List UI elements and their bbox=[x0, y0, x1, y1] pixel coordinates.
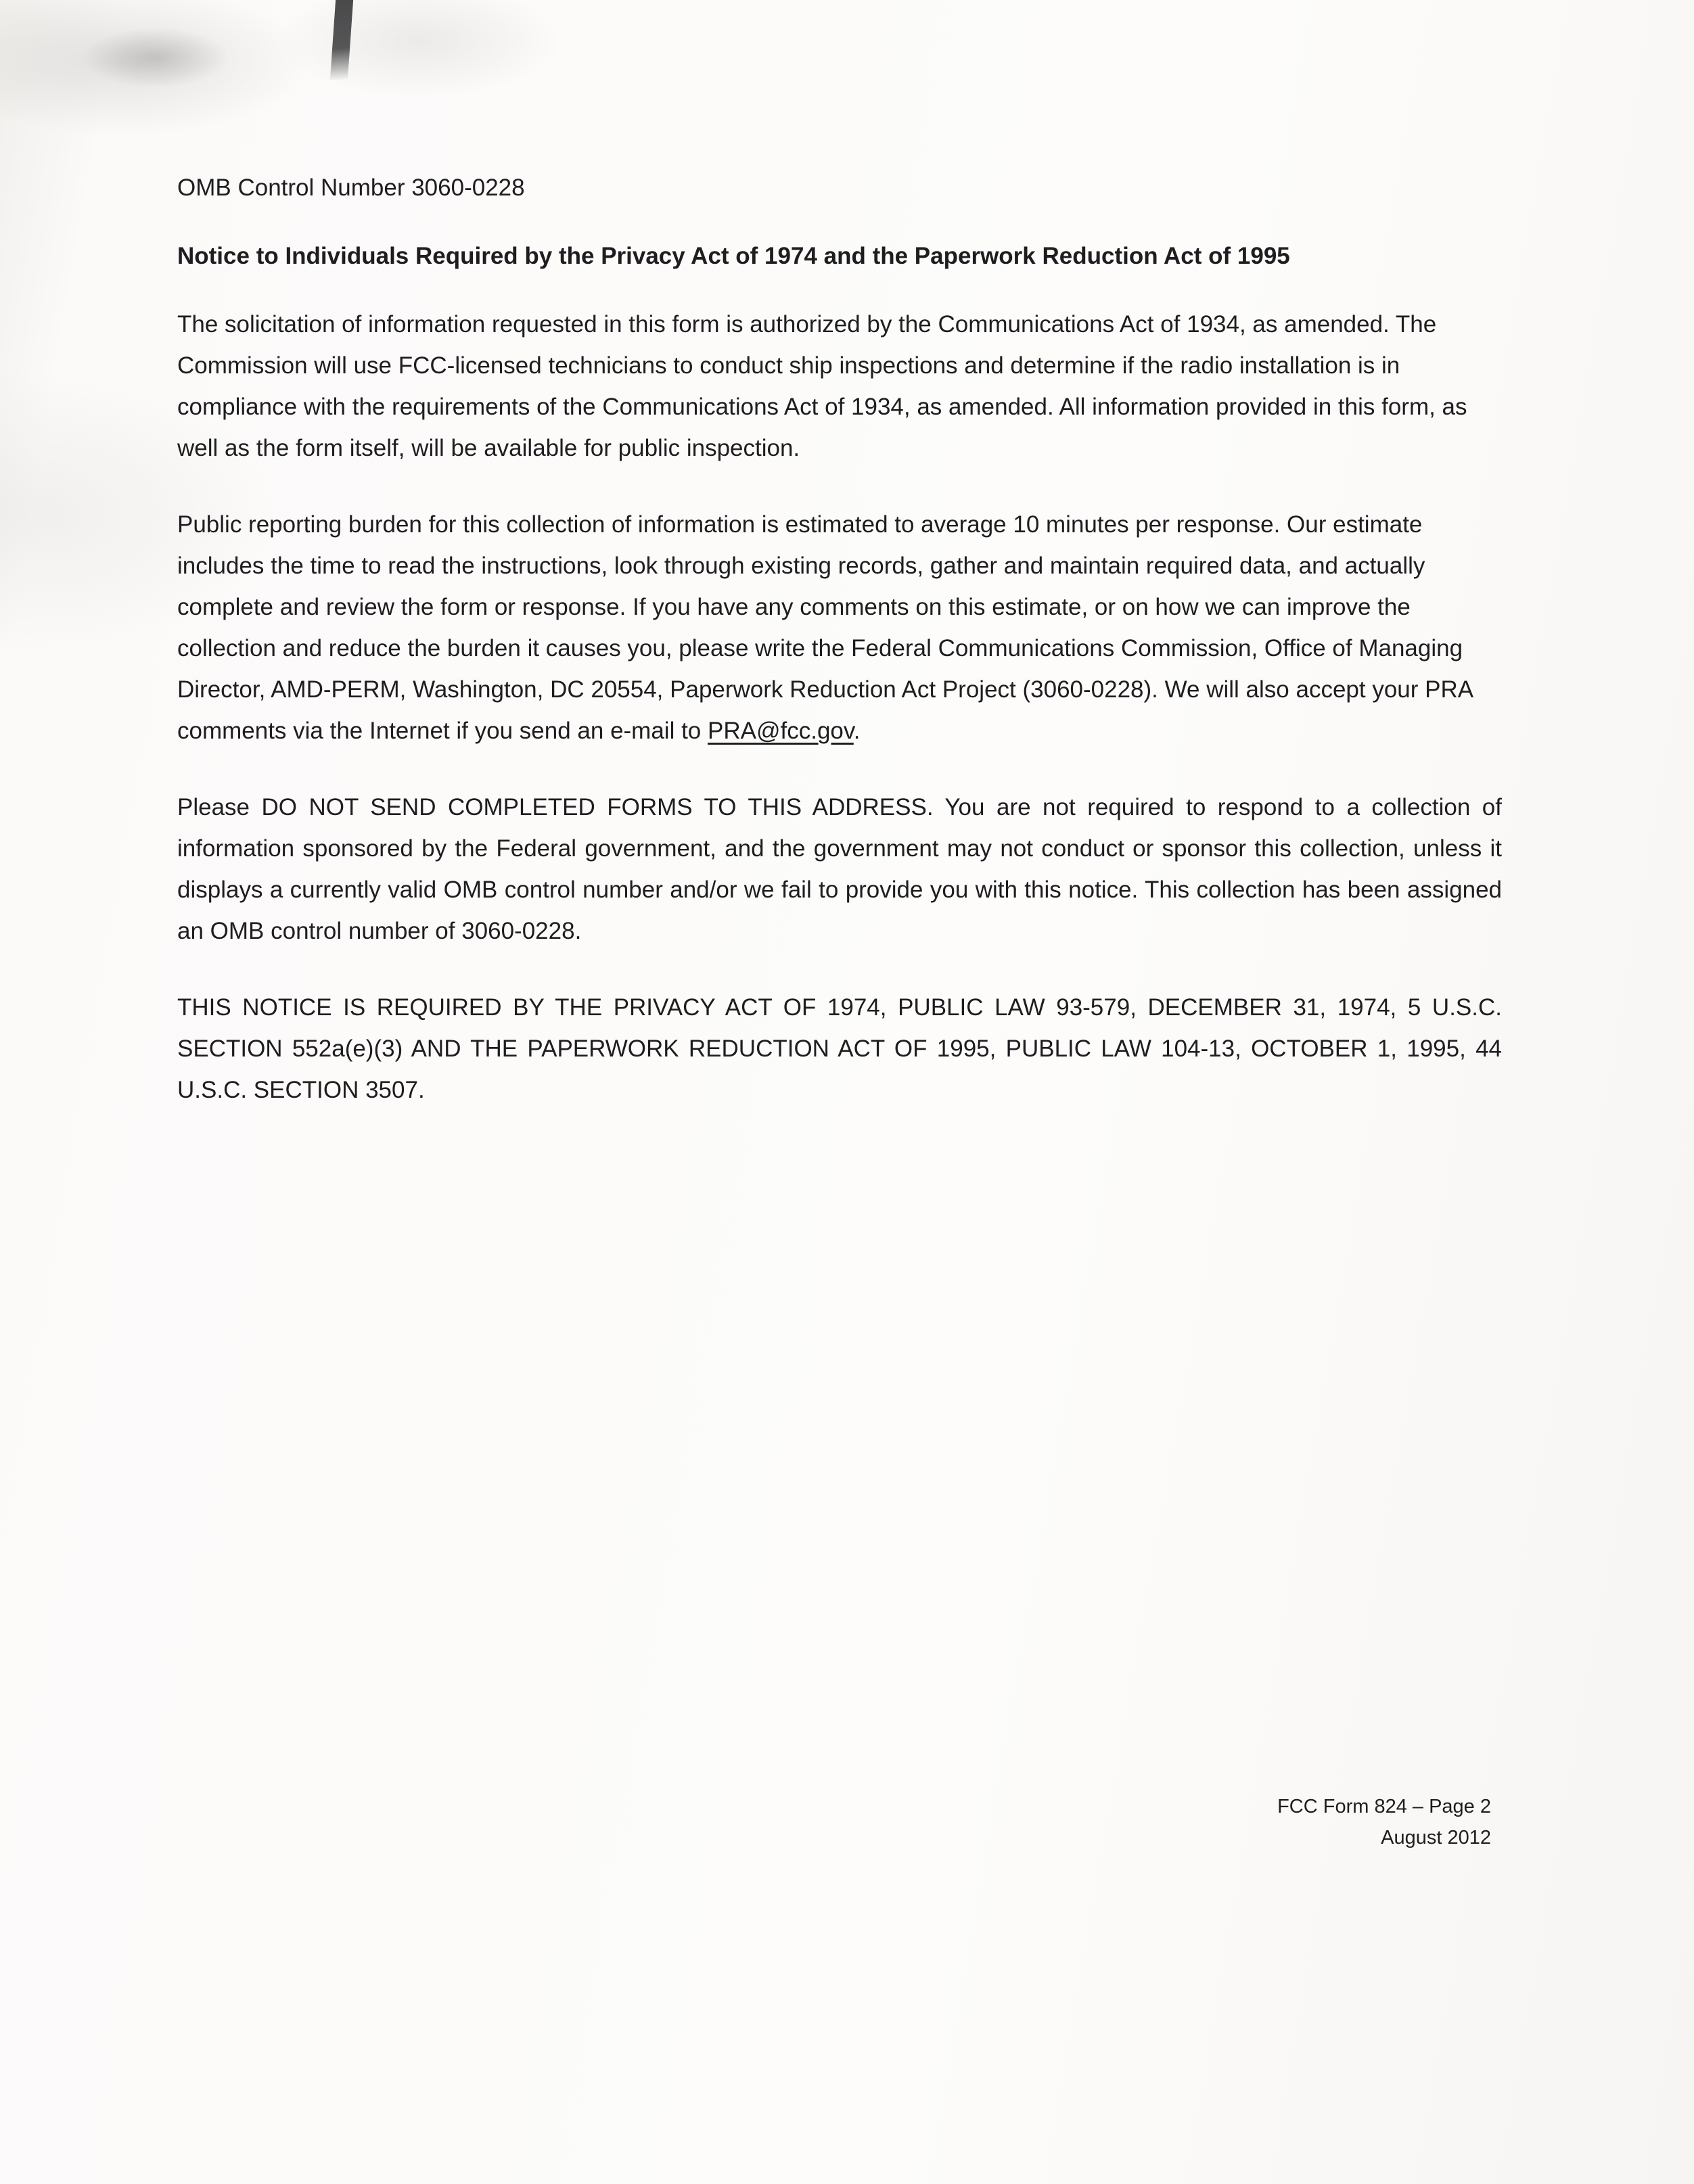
paragraph-privacy-act: THIS NOTICE IS REQUIRED BY THE PRIVACY ACT OF 1974, PUBLIC LAW 93-579, DECEMBER 31, 1974, 5 U.S.C. SECTION 552a(e)(3) AND THE PAPERWORK REDUCTION ACT OF 1995, PUBLIC LAW 104-13, OCTOBER 1, 1995, 44 U.S.C. SECTION 3507. bbox=[177, 994, 1502, 1103]
document-body bbox=[177, 170, 1502, 1111]
paragraph-burden-text: Public reporting burden for this collection of information is estimated to average 10 minutes per response. Our estimate includes the time to read the instructions, look through existing records, gather and maintain required data, and actually complete and review the form or response. If you have any comments on this estimate, or on how we can improve the collection and reduce the burden it causes you, please write the Federal Communications Commission, Office of Managing Director, AMD-PERM, Washington, DC 20554, Paperwork Reduction Act Project (3060-0228). We will also accept your PRA comments via the Internet if you send an e-mail to bbox=[177, 511, 1473, 744]
pra-email-link[interactable]: PRA@fcc.gov bbox=[708, 718, 854, 744]
scan-artifact bbox=[330, 0, 353, 80]
footer-form-number: FCC Form 824 – Page 2 bbox=[1277, 1796, 1491, 1817]
scan-artifact bbox=[81, 27, 230, 88]
page-footer bbox=[1277, 1791, 1491, 1853]
paragraph-do-not-send: Please DO NOT SEND COMPLETED FORMS TO THIS ADDRESS. You are not required to respond to a collection of information sponsored by the Federal government, and the government may not conduct or sponsor this collection, unless it displays a currently valid OMB control number and/or we fail to provide you with this notice. This collection has been assigned an OMB control number of 3060-0228. bbox=[177, 794, 1502, 944]
paragraph-burden-period: . bbox=[853, 718, 861, 744]
notice-heading: Notice to Individuals Required by the Privacy Act of 1974 and the Paperwork Reduction Act of 1995 bbox=[177, 242, 1290, 269]
paragraph-authorization: The solicitation of information requested in this form is authorized by the Communications Act of 1934, as amended. The Commission will use FCC-licensed technicians to conduct ship inspections and determine if the radio installation is in compliance with the requirements of the Communications Act of 1934, as amended. All information provided in this form, as well as the form itself, will be available for public inspection. bbox=[177, 311, 1467, 461]
omb-control-number: OMB Control Number 3060-0228 bbox=[177, 175, 525, 201]
footer-date: August 2012 bbox=[1381, 1827, 1491, 1849]
paragraph-burden bbox=[177, 504, 1502, 751]
